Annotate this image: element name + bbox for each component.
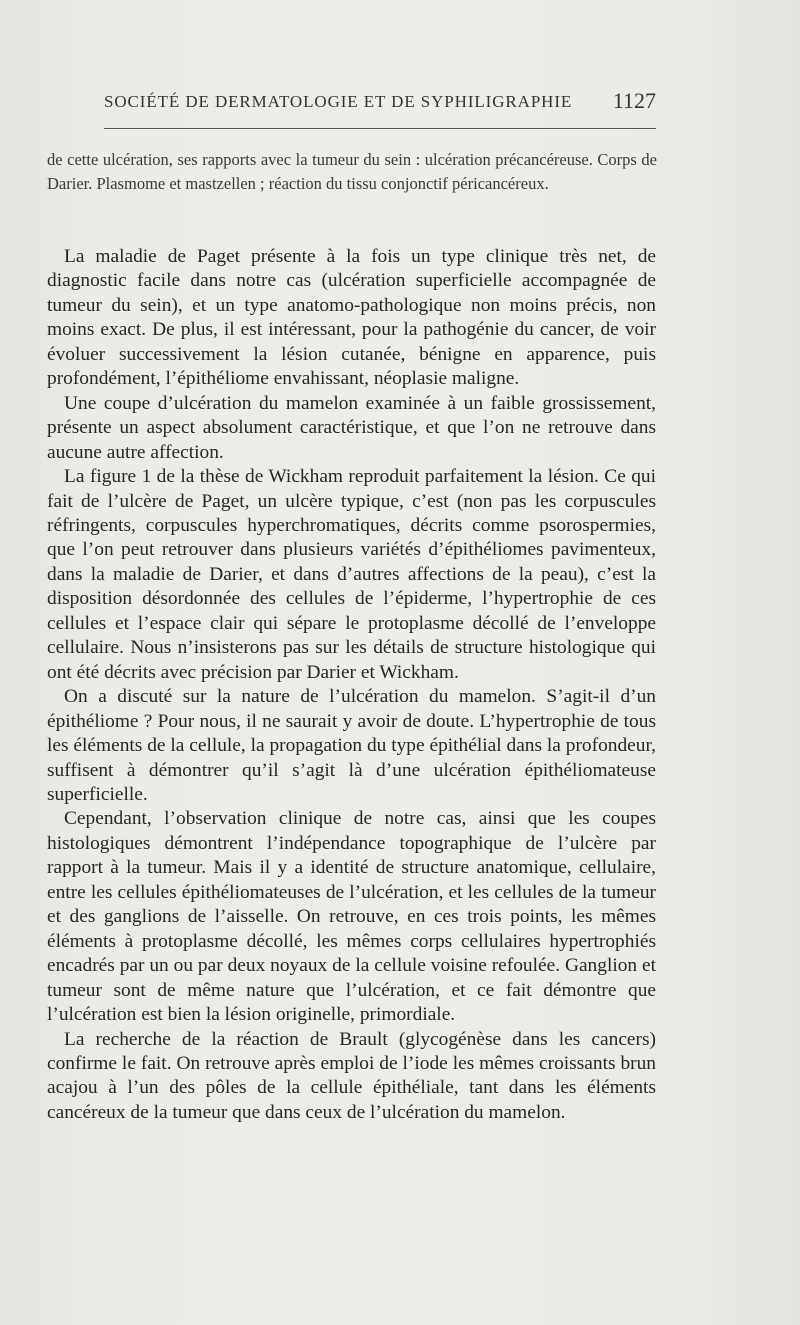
body-text bbox=[47, 245, 656, 1125]
paragraph: La recherche de la réaction de Brault (glycogénèse dans les cancers) confirme le fait. On retrouve après emploi de l’iode les mêmes croissants brun acajou à l’un des pôles de la cellule épithéliale, tant dans les éléments cancéreux de la tumeur que dans ceux de l’ulcération du mamelon. bbox=[47, 1028, 656, 1123]
paragraph: La maladie de Paget présente à la fois un type clinique très net, de diagnostic facile dans notre cas (ulcération superficielle accompagnée de tumeur du sein), et un type anatomo-pathologique non moins précis, non moins exact. De plus, il est intéressant, pour la pathogénie du cancer, de voir évoluer successivement la lésion cutanée, bénigne en apparence, puis profondément, l’épithéliome envahissant, néoplasie maligne. bbox=[47, 246, 656, 390]
summary-abstract: de cette ulcération, ses rapports avec la tumeur du sein : ulcération précancéreuse. Corps de Darier. Plasmome et mastzellen ; réaction du tissu conjonctif péricancéreux. bbox=[47, 150, 657, 193]
header-rule bbox=[104, 128, 656, 129]
paragraph: On a discuté sur la nature de l’ulcération du mamelon. S’agit-il d’un épithéliome ? Pour nous, il ne saurait y avoir de doute. L’hypertrophie de tous les éléments de la cellule, la propagation du type épithélial dans la profondeur, suffisent à démontrer qu’il s’agit là d’une ulcération épithéliomateuse superficielle. bbox=[47, 686, 656, 805]
running-head bbox=[104, 90, 656, 114]
running-head-title: SOCIÉTÉ DE DERMATOLOGIE ET DE SYPHILIGRAPHIE bbox=[104, 92, 573, 111]
paragraph: Cependant, l’observation clinique de notre cas, ainsi que les coupes histologiques démontrent l’indépendance topographique de l’ulcère par rapport à la tumeur. Mais il y a identité de structure anatomique, cellulaire, entre les cellules épithéliomateuses de l’ulcération, et les cellules de la tumeur et des ganglions de l’aisselle. On retrouve, en ces trois points, les mêmes éléments à protoplasme décollé, les mêmes corps cellulaires hypertrophiés encadrés par un ou par deux noyaux de la cellule voisine refoulée. Ganglion et tumeur sont de même nature que l’ulcération, et ce fait démontre que l’ulcération est bien la lésion originelle, primordiale. bbox=[47, 808, 656, 1026]
paragraph: La figure 1 de la thèse de Wickham reproduit parfaitement la lésion. Ce qui fait de l’ulcère de Paget, un ulcère typique, c’est (non pas les corpuscules réfringents, corpuscules hyperchromatiques, décrits comme psorospermies, que l’on peut retrouver dans plusieurs variétés d’épithéliomes pavimenteux, dans la maladie de Darier, et dans d’autres affections de la peau), c’est la disposition désordonnée des cellules de l’épiderme, l’hypertrophie de ces cellules et l’espace clair qui sépare le protoplasme décollé de l’enveloppe cellulaire. Nous n’insisterons pas sur les détails de structure histologique qui ont été décrits avec précision par Darier et Wickham. bbox=[47, 466, 656, 683]
paragraph: Une coupe d’ulcération du mamelon examinée à un faible grossissement, présente un aspect absolument caractéristique, et que l’on ne retrouve dans aucune autre affection. bbox=[47, 392, 656, 463]
page-number: 1127 bbox=[612, 88, 656, 113]
